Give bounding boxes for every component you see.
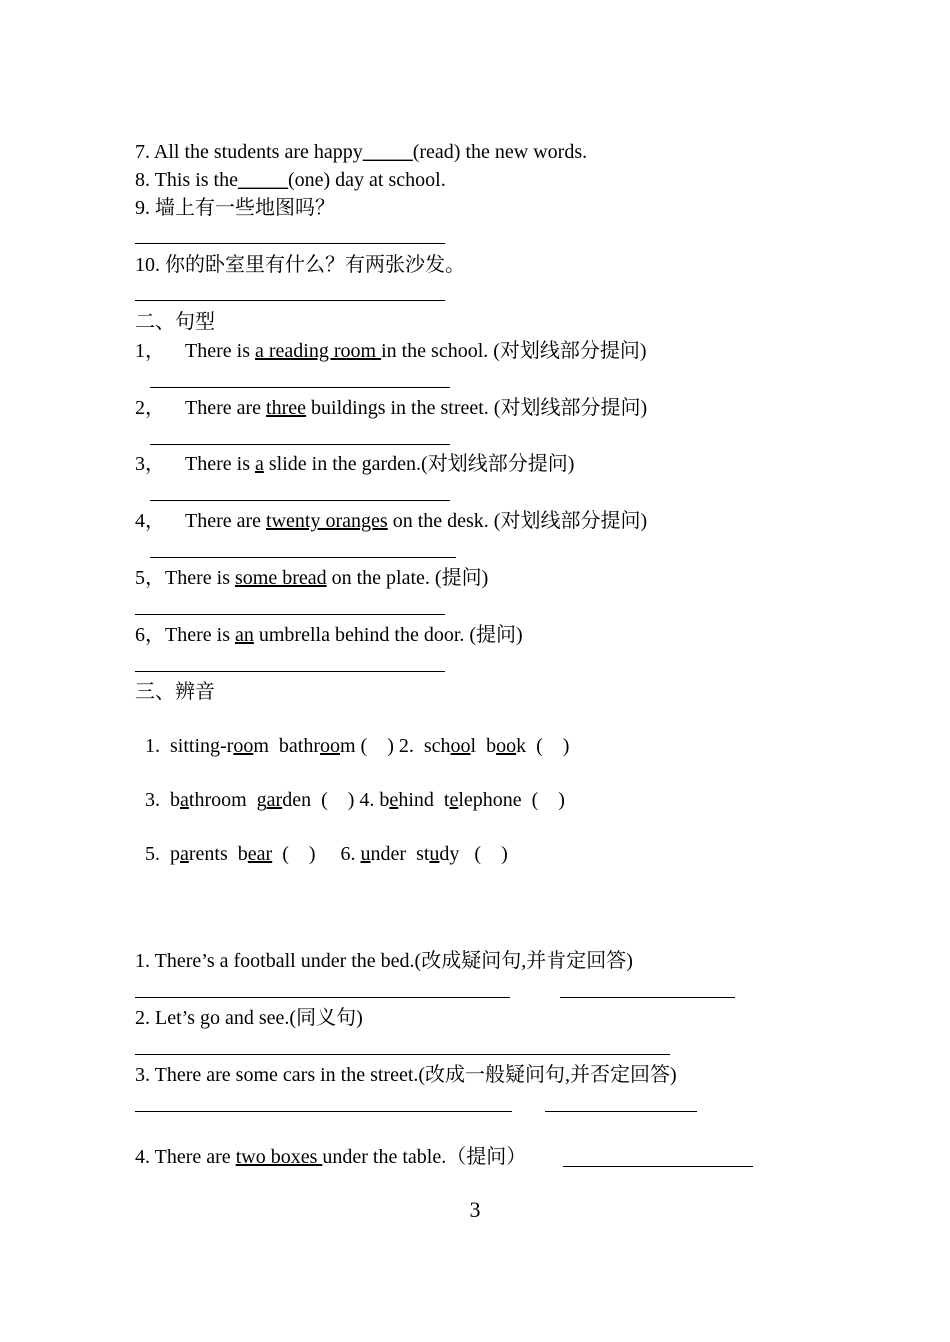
question-10: 10. 你的卧室里有什么？有两张沙发。 — [135, 254, 465, 276]
answer-line[interactable] — [135, 300, 445, 301]
answer-blank[interactable]: _____ — [237, 169, 288, 191]
phonics-row-1: 1. sitting-room bathroom ( ) 2. school book ( ) — [145, 735, 570, 757]
answer-line[interactable] — [150, 387, 450, 388]
section-title: 二、句型 — [135, 311, 215, 333]
answer-line[interactable] — [135, 1111, 512, 1112]
pattern-item-2: 2， There are three buildings in the street. (对划线部分提问) — [135, 397, 648, 419]
answer-line[interactable] — [150, 500, 450, 501]
pattern-item-3: 3， There is a slide in the garden.(对划线部分提问) — [135, 453, 575, 475]
phonics-row-2: 3. bathroom garden ( ) 4. behind telephone ( ) — [145, 789, 565, 811]
pattern-item-6: 6，There is an umbrella behind the door. (提问) — [135, 624, 523, 646]
transform-question-1: 1. There’s a football under the bed.(改成疑问句,并肯定回答) — [135, 950, 633, 972]
phonics-row-3: 5. parents bear ( ) 6. under study ( ) — [145, 843, 508, 865]
answer-line[interactable] — [135, 243, 445, 244]
question-9: 9. 墙上有一些地图吗？ — [135, 197, 335, 219]
answer-line[interactable] — [563, 1166, 753, 1167]
answer-line[interactable] — [135, 671, 445, 672]
transform-question-3: 3. There are some cars in the street.(改成一般疑问句,并否定回答) — [135, 1064, 677, 1086]
section-title: 三、辨音 — [135, 681, 215, 703]
question-7: 7. All the students are happy_____(read) the new words. — [135, 141, 588, 163]
answer-line[interactable] — [560, 997, 735, 998]
question-8: 8. This is the_____(one) day at school. — [135, 169, 446, 191]
pattern-item-4: 4， There are twenty oranges on the desk. (对划线部分提问) — [135, 510, 648, 532]
answer-line[interactable] — [135, 1054, 670, 1055]
answer-line[interactable] — [150, 557, 456, 558]
transform-question-2: 2. Let’s go and see.(同义句) — [135, 1007, 363, 1029]
answer-line[interactable] — [150, 444, 450, 445]
transform-question-4: 4. There are two boxes under the table.（提问） — [135, 1146, 527, 1168]
answer-line[interactable] — [135, 997, 510, 998]
answer-blank[interactable]: _____ — [362, 141, 413, 163]
answer-line[interactable] — [545, 1111, 697, 1112]
pattern-item-5: 5，There is some bread on the plate. (提问) — [135, 567, 489, 589]
pattern-item-1: 1， There is a reading room in the school. (对划线部分提问) — [135, 340, 647, 362]
answer-line[interactable] — [135, 614, 445, 615]
page-number: 3 — [469, 1197, 481, 1222]
